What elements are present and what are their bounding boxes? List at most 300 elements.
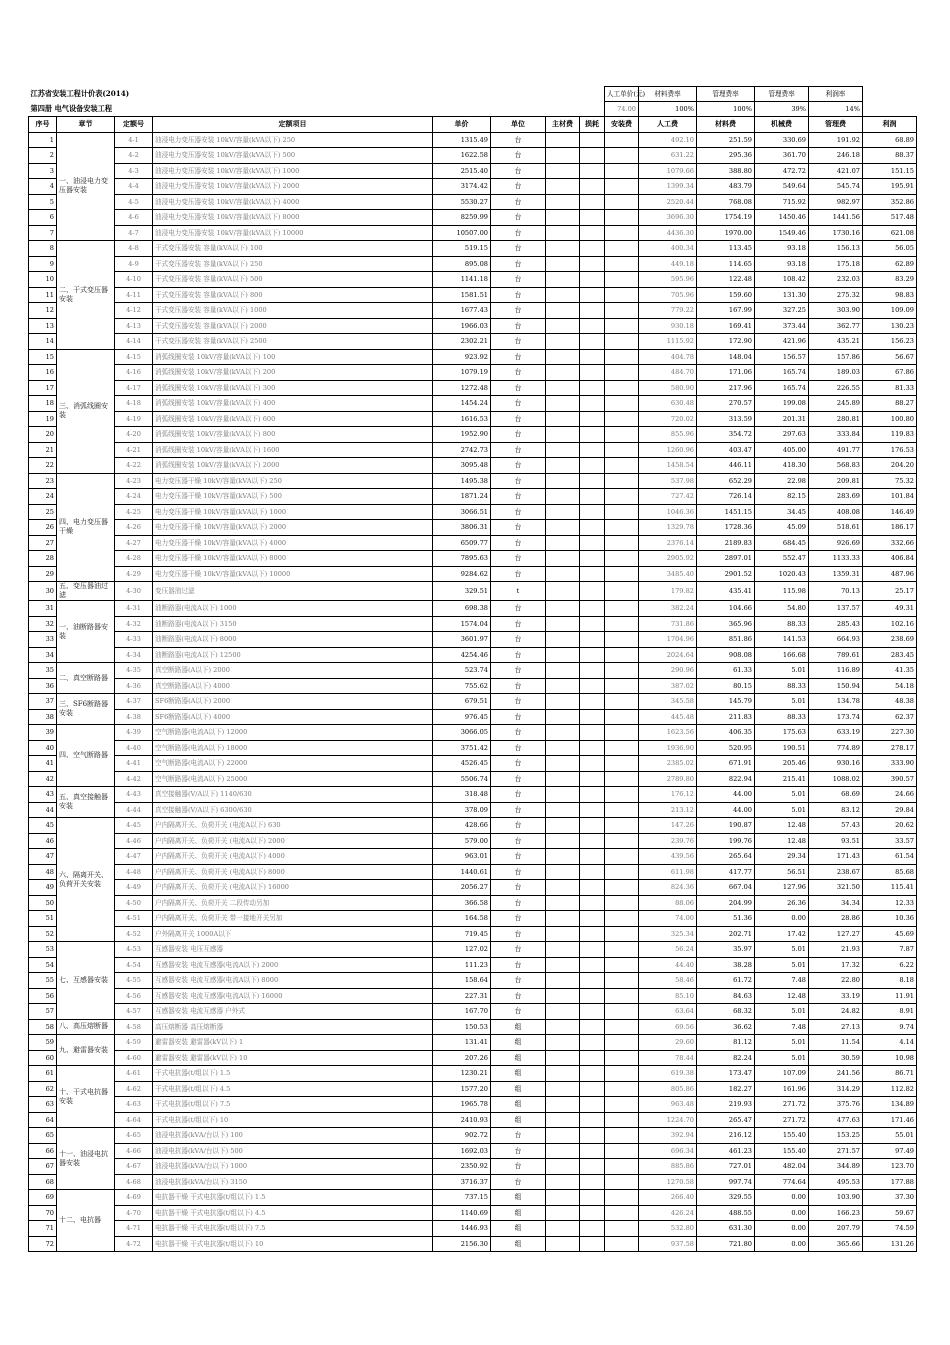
row-machine: 190.51 <box>755 740 809 756</box>
table-row <box>29 1019 917 1035</box>
rate-label-labor: 人工单价(元) <box>605 87 639 102</box>
row-profit: 68.89 <box>863 132 917 148</box>
table-row <box>29 740 917 756</box>
chapter-label <box>57 725 115 787</box>
row-machine: 205.46 <box>755 756 809 772</box>
row-material: 2901.52 <box>697 566 755 582</box>
row-code: 4-34 <box>115 647 153 663</box>
chapter-label <box>57 787 115 818</box>
chapter-label-text: 九、避雷器安装 <box>59 1045 108 1054</box>
row-profit: 10.98 <box>863 1050 917 1066</box>
row-labor: 1329.78 <box>639 520 697 536</box>
row-material: 354.72 <box>697 427 755 443</box>
row-main-material <box>546 287 580 303</box>
row-item: 油浸电抗器(kVA/台以下) 500 <box>153 1143 433 1159</box>
col-header-machine: 机械费 <box>755 117 809 133</box>
row-seq: 64 <box>29 1112 57 1128</box>
row-code: 4-5 <box>115 194 153 210</box>
row-seq: 23 <box>29 473 57 489</box>
row-machine: 1549.46 <box>755 225 809 241</box>
row-install <box>605 880 639 896</box>
row-code: 4-65 <box>115 1128 153 1144</box>
row-install <box>605 318 639 334</box>
row-profit: 20.62 <box>863 818 917 834</box>
chapter-label <box>57 818 115 942</box>
table-row <box>29 1205 917 1221</box>
row-code: 4-31 <box>115 601 153 617</box>
row-seq: 49 <box>29 880 57 896</box>
table-row <box>29 926 917 942</box>
row-main-material <box>546 771 580 787</box>
row-install <box>605 1190 639 1206</box>
row-item: 电力变压器干燥 10kV/容量(kVA以下) 4000 <box>153 535 433 551</box>
row-loss <box>580 334 605 350</box>
row-item: 消弧线圈安装 10kV/容量(kVA以下) 1600 <box>153 442 433 458</box>
row-management: 241.56 <box>809 1066 863 1082</box>
row-item: 互感器安装 电流互感器(电流A以下) 8000 <box>153 973 433 989</box>
row-unit: 台 <box>491 380 546 396</box>
row-management: 207.79 <box>809 1221 863 1237</box>
row-machine: 12.48 <box>755 833 809 849</box>
row-profit: 56.67 <box>863 349 917 365</box>
row-material: 172.90 <box>697 334 755 350</box>
row-main-material <box>546 973 580 989</box>
row-price: 3066.51 <box>433 504 491 520</box>
sheet-subtitle: 第四册 电气设备安装工程 <box>30 103 113 113</box>
row-unit: 台 <box>491 566 546 582</box>
row-machine: 34.45 <box>755 504 809 520</box>
row-unit: 台 <box>491 551 546 567</box>
row-loss <box>580 241 605 257</box>
row-seq: 47 <box>29 849 57 865</box>
row-code: 4-72 <box>115 1236 153 1252</box>
row-seq: 66 <box>29 1143 57 1159</box>
row-main-material <box>546 1035 580 1051</box>
row-install <box>605 520 639 536</box>
row-code: 4-26 <box>115 520 153 536</box>
table-row <box>29 787 917 803</box>
row-loss <box>580 694 605 710</box>
row-install <box>605 787 639 803</box>
row-labor: 85.10 <box>639 988 697 1004</box>
row-loss <box>580 210 605 226</box>
row-labor: 426.24 <box>639 1205 697 1221</box>
row-machine: 0.00 <box>755 1190 809 1206</box>
row-management: 271.57 <box>809 1143 863 1159</box>
row-price: 1616.53 <box>433 411 491 427</box>
row-management: 166.23 <box>809 1205 863 1221</box>
row-material: 1970.00 <box>697 225 755 241</box>
chapter-label-text: 十一、油浸电抗器安装 <box>59 1149 108 1167</box>
row-main-material <box>546 740 580 756</box>
row-main-material <box>546 535 580 551</box>
row-code: 4-48 <box>115 864 153 880</box>
row-code: 4-40 <box>115 740 153 756</box>
row-machine: 5.01 <box>755 787 809 803</box>
table-row <box>29 318 917 334</box>
row-management: 789.61 <box>809 647 863 663</box>
row-unit: 组 <box>491 1190 546 1206</box>
row-profit: 109.09 <box>863 303 917 319</box>
table-row <box>29 148 917 164</box>
row-price: 1692.03 <box>433 1143 491 1159</box>
row-material: 169.41 <box>697 318 755 334</box>
row-profit: 67.86 <box>863 365 917 381</box>
row-main-material <box>546 880 580 896</box>
row-item: 干式变压器安装 容量(kVA以下) 2500 <box>153 334 433 350</box>
row-unit: 台 <box>491 489 546 505</box>
row-unit: 台 <box>491 725 546 741</box>
rate-value-material: 100% <box>639 102 697 117</box>
row-loss <box>580 1050 605 1066</box>
row-machine: 108.42 <box>755 272 809 288</box>
chapter-label-text: 二、干式变压器安装 <box>59 285 108 303</box>
row-main-material <box>546 709 580 725</box>
row-unit: 组 <box>491 1050 546 1066</box>
row-machine: 5.01 <box>755 957 809 973</box>
row-main-material <box>546 365 580 381</box>
row-management: 157.86 <box>809 349 863 365</box>
table-row <box>29 911 917 927</box>
row-unit: 台 <box>491 303 546 319</box>
row-loss <box>580 411 605 427</box>
table-row <box>29 458 917 474</box>
row-code: 4-14 <box>115 334 153 350</box>
row-unit: 组 <box>491 1019 546 1035</box>
table-row <box>29 132 917 148</box>
col-header-install: 安装费 <box>605 117 639 133</box>
rate-value-labor: 74.00 <box>605 102 639 117</box>
row-management: 774.89 <box>809 740 863 756</box>
row-price: 963.01 <box>433 849 491 865</box>
row-material: 768.08 <box>697 194 755 210</box>
row-material: 159.60 <box>697 287 755 303</box>
row-labor: 720.02 <box>639 411 697 427</box>
row-item: 干式变压器安装 容量(kVA以下) 500 <box>153 272 433 288</box>
row-main-material <box>546 756 580 772</box>
row-item: 真空接触器(V/A以下) 1140/630 <box>153 787 433 803</box>
row-labor: 213.12 <box>639 802 697 818</box>
row-profit: 75.32 <box>863 473 917 489</box>
row-unit: 台 <box>491 1159 546 1175</box>
row-main-material <box>546 926 580 942</box>
table-row <box>29 287 917 303</box>
row-code: 4-13 <box>115 318 153 334</box>
row-unit: 台 <box>491 132 546 148</box>
row-material: 822.94 <box>697 771 755 787</box>
row-labor: 2905.92 <box>639 551 697 567</box>
row-labor: 963.48 <box>639 1097 697 1113</box>
table-row <box>29 380 917 396</box>
table-row <box>29 1097 917 1113</box>
row-code: 4-3 <box>115 163 153 179</box>
table-row <box>29 504 917 520</box>
row-unit: 组 <box>491 1035 546 1051</box>
row-loss <box>580 1143 605 1159</box>
table-row <box>29 1081 917 1097</box>
row-seq: 25 <box>29 504 57 520</box>
row-code: 4-4 <box>115 179 153 195</box>
row-main-material <box>546 911 580 927</box>
row-labor: 1224.70 <box>639 1112 697 1128</box>
row-machine: 5.01 <box>755 1035 809 1051</box>
row-labor: 1046.36 <box>639 504 697 520</box>
row-seq: 6 <box>29 210 57 226</box>
row-loss <box>580 663 605 679</box>
row-machine: 107.09 <box>755 1066 809 1082</box>
row-code: 4-1 <box>115 132 153 148</box>
row-install <box>605 194 639 210</box>
row-seq: 5 <box>29 194 57 210</box>
table-row <box>29 647 917 663</box>
row-unit: 台 <box>491 1004 546 1020</box>
row-machine: 199.08 <box>755 396 809 412</box>
row-price: 679.51 <box>433 694 491 710</box>
row-install <box>605 241 639 257</box>
row-machine: 166.68 <box>755 647 809 663</box>
row-code: 4-39 <box>115 725 153 741</box>
row-main-material <box>546 601 580 617</box>
row-management: 24.82 <box>809 1004 863 1020</box>
row-profit: 85.68 <box>863 864 917 880</box>
row-labor: 63.64 <box>639 1004 697 1020</box>
row-loss <box>580 1128 605 1144</box>
row-management: 33.19 <box>809 988 863 1004</box>
row-item: 干式变压器安装 容量(kVA以下) 1000 <box>153 303 433 319</box>
row-machine: 5.01 <box>755 1004 809 1020</box>
row-price: 3806.31 <box>433 520 491 536</box>
row-management: 926.69 <box>809 535 863 551</box>
row-labor: 696.34 <box>639 1143 697 1159</box>
row-material: 61.72 <box>697 973 755 989</box>
row-code: 4-54 <box>115 957 153 973</box>
row-main-material <box>546 1159 580 1175</box>
row-labor: 619.38 <box>639 1066 697 1082</box>
row-labor: 266.40 <box>639 1190 697 1206</box>
row-unit: 台 <box>491 148 546 164</box>
row-seq: 20 <box>29 427 57 443</box>
row-unit: 组 <box>491 1097 546 1113</box>
row-machine: 155.40 <box>755 1128 809 1144</box>
row-main-material <box>546 1128 580 1144</box>
row-install <box>605 601 639 617</box>
row-install <box>605 957 639 973</box>
row-machine: 297.63 <box>755 427 809 443</box>
row-code: 4-21 <box>115 442 153 458</box>
row-management: 93.51 <box>809 833 863 849</box>
row-material: 122.48 <box>697 272 755 288</box>
row-profit: 12.33 <box>863 895 917 911</box>
row-loss <box>580 895 605 911</box>
row-seq: 67 <box>29 1159 57 1175</box>
row-unit: 台 <box>491 895 546 911</box>
chapter-label <box>57 132 115 241</box>
row-item: 电力变压器干燥 10kV/容量(kVA以下) 250 <box>153 473 433 489</box>
table-row <box>29 349 917 365</box>
chapter-label-text: 二、真空断路器 <box>59 673 108 682</box>
row-labor: 1623.56 <box>639 725 697 741</box>
row-loss <box>580 132 605 148</box>
row-machine: 0.00 <box>755 1205 809 1221</box>
row-profit: 238.69 <box>863 632 917 648</box>
row-install <box>605 725 639 741</box>
row-management: 314.29 <box>809 1081 863 1097</box>
row-profit: 102.16 <box>863 616 917 632</box>
row-seq: 13 <box>29 318 57 334</box>
row-price: 698.38 <box>433 601 491 617</box>
row-unit: 台 <box>491 473 546 489</box>
row-labor: 705.96 <box>639 287 697 303</box>
row-management: 21.93 <box>809 942 863 958</box>
row-loss <box>580 911 605 927</box>
table-row <box>29 1159 917 1175</box>
row-labor: 445.48 <box>639 709 697 725</box>
row-material: 2189.83 <box>697 535 755 551</box>
row-seq: 40 <box>29 740 57 756</box>
row-material: 204.99 <box>697 895 755 911</box>
row-main-material <box>546 334 580 350</box>
row-item: 空气断路器(电流A以下) 12000 <box>153 725 433 741</box>
row-profit: 517.48 <box>863 210 917 226</box>
row-unit: 组 <box>491 1112 546 1128</box>
row-loss <box>580 287 605 303</box>
row-seq: 69 <box>29 1190 57 1206</box>
row-profit: 97.49 <box>863 1143 917 1159</box>
rate-value-mgmt: 100% <box>697 102 755 117</box>
col-header-main-material: 主材费 <box>546 117 580 133</box>
row-machine: 12.48 <box>755 988 809 1004</box>
row-price: 158.64 <box>433 973 491 989</box>
row-code: 4-36 <box>115 678 153 694</box>
row-seq: 58 <box>29 1019 57 1035</box>
row-install <box>605 566 639 582</box>
row-material: 851.86 <box>697 632 755 648</box>
row-management: 275.32 <box>809 287 863 303</box>
row-material: 417.77 <box>697 864 755 880</box>
row-profit: 352.86 <box>863 194 917 210</box>
row-management: 491.77 <box>809 442 863 458</box>
row-management: 375.76 <box>809 1097 863 1113</box>
row-labor: 392.94 <box>639 1128 697 1144</box>
row-machine: 0.00 <box>755 1221 809 1237</box>
chapter-label-text: 一、油浸电力变压器安装 <box>59 177 108 195</box>
row-code: 4-43 <box>115 787 153 803</box>
price-table <box>28 86 917 1252</box>
row-price: 3066.05 <box>433 725 491 741</box>
row-machine: 1450.46 <box>755 210 809 226</box>
row-loss <box>580 632 605 648</box>
chapter-label-text: 一、油断路器安装 <box>59 622 108 640</box>
row-seq: 50 <box>29 895 57 911</box>
row-install <box>605 678 639 694</box>
row-install <box>605 1066 639 1082</box>
chapter-label <box>57 1035 115 1066</box>
row-profit: 100.80 <box>863 411 917 427</box>
row-loss <box>580 1174 605 1190</box>
row-seq: 28 <box>29 551 57 567</box>
row-management: 150.94 <box>809 678 863 694</box>
row-profit: 146.49 <box>863 504 917 520</box>
row-install <box>605 926 639 942</box>
row-profit: 9.74 <box>863 1019 917 1035</box>
row-machine: 715.92 <box>755 194 809 210</box>
row-profit: 195.91 <box>863 179 917 195</box>
chapter-label-text: 三、SF6断路器安装 <box>59 700 109 717</box>
row-seq: 10 <box>29 272 57 288</box>
row-code: 4-19 <box>115 411 153 427</box>
row-seq: 51 <box>29 911 57 927</box>
row-main-material <box>546 241 580 257</box>
row-loss <box>580 616 605 632</box>
row-profit: 115.41 <box>863 880 917 896</box>
row-price: 150.53 <box>433 1019 491 1035</box>
row-machine: 45.09 <box>755 520 809 536</box>
row-item: 干式变压器安装 容量(kVA以下) 800 <box>153 287 433 303</box>
row-price: 1677.43 <box>433 303 491 319</box>
row-labor: 492.10 <box>639 132 697 148</box>
row-item: 真空接触器(V/A以下) 6300/630 <box>153 802 433 818</box>
row-install <box>605 694 639 710</box>
row-machine: 201.31 <box>755 411 809 427</box>
row-profit: 83.29 <box>863 272 917 288</box>
column-header-row <box>29 117 917 133</box>
row-labor: 2385.02 <box>639 756 697 772</box>
row-machine: 552.47 <box>755 551 809 567</box>
row-install <box>605 663 639 679</box>
row-seq: 45 <box>29 818 57 834</box>
row-code: 4-25 <box>115 504 153 520</box>
row-code: 4-29 <box>115 566 153 582</box>
row-machine: 373.44 <box>755 318 809 334</box>
table-row <box>29 489 917 505</box>
row-management: 245.89 <box>809 396 863 412</box>
table-row <box>29 756 917 772</box>
row-main-material <box>546 1081 580 1097</box>
row-material: 520.95 <box>697 740 755 756</box>
row-profit: 62.89 <box>863 256 917 272</box>
row-loss <box>580 489 605 505</box>
row-labor: 176.12 <box>639 787 697 803</box>
chapter-label-text: 五、变压器油过滤 <box>59 582 108 599</box>
row-seq: 15 <box>29 349 57 365</box>
row-unit: 台 <box>491 678 546 694</box>
row-seq: 53 <box>29 942 57 958</box>
row-install <box>605 535 639 551</box>
row-code: 4-70 <box>115 1205 153 1221</box>
row-main-material <box>546 194 580 210</box>
row-main-material <box>546 1205 580 1221</box>
row-loss <box>580 926 605 942</box>
row-main-material <box>546 318 580 334</box>
row-material: 329.55 <box>697 1190 755 1206</box>
row-code: 4-41 <box>115 756 153 772</box>
row-profit: 24.66 <box>863 787 917 803</box>
row-labor: 595.96 <box>639 272 697 288</box>
row-item: 电抗器干燥 干式电抗器(t/组以下) 7.5 <box>153 1221 433 1237</box>
row-loss <box>580 504 605 520</box>
row-loss <box>580 880 605 896</box>
row-install <box>605 973 639 989</box>
row-install <box>605 1050 639 1066</box>
row-seq: 27 <box>29 535 57 551</box>
row-price: 378.09 <box>433 802 491 818</box>
row-management: 982.97 <box>809 194 863 210</box>
row-unit: 台 <box>491 225 546 241</box>
row-price: 131.41 <box>433 1035 491 1051</box>
row-main-material <box>546 349 580 365</box>
row-loss <box>580 442 605 458</box>
row-install <box>605 1174 639 1190</box>
